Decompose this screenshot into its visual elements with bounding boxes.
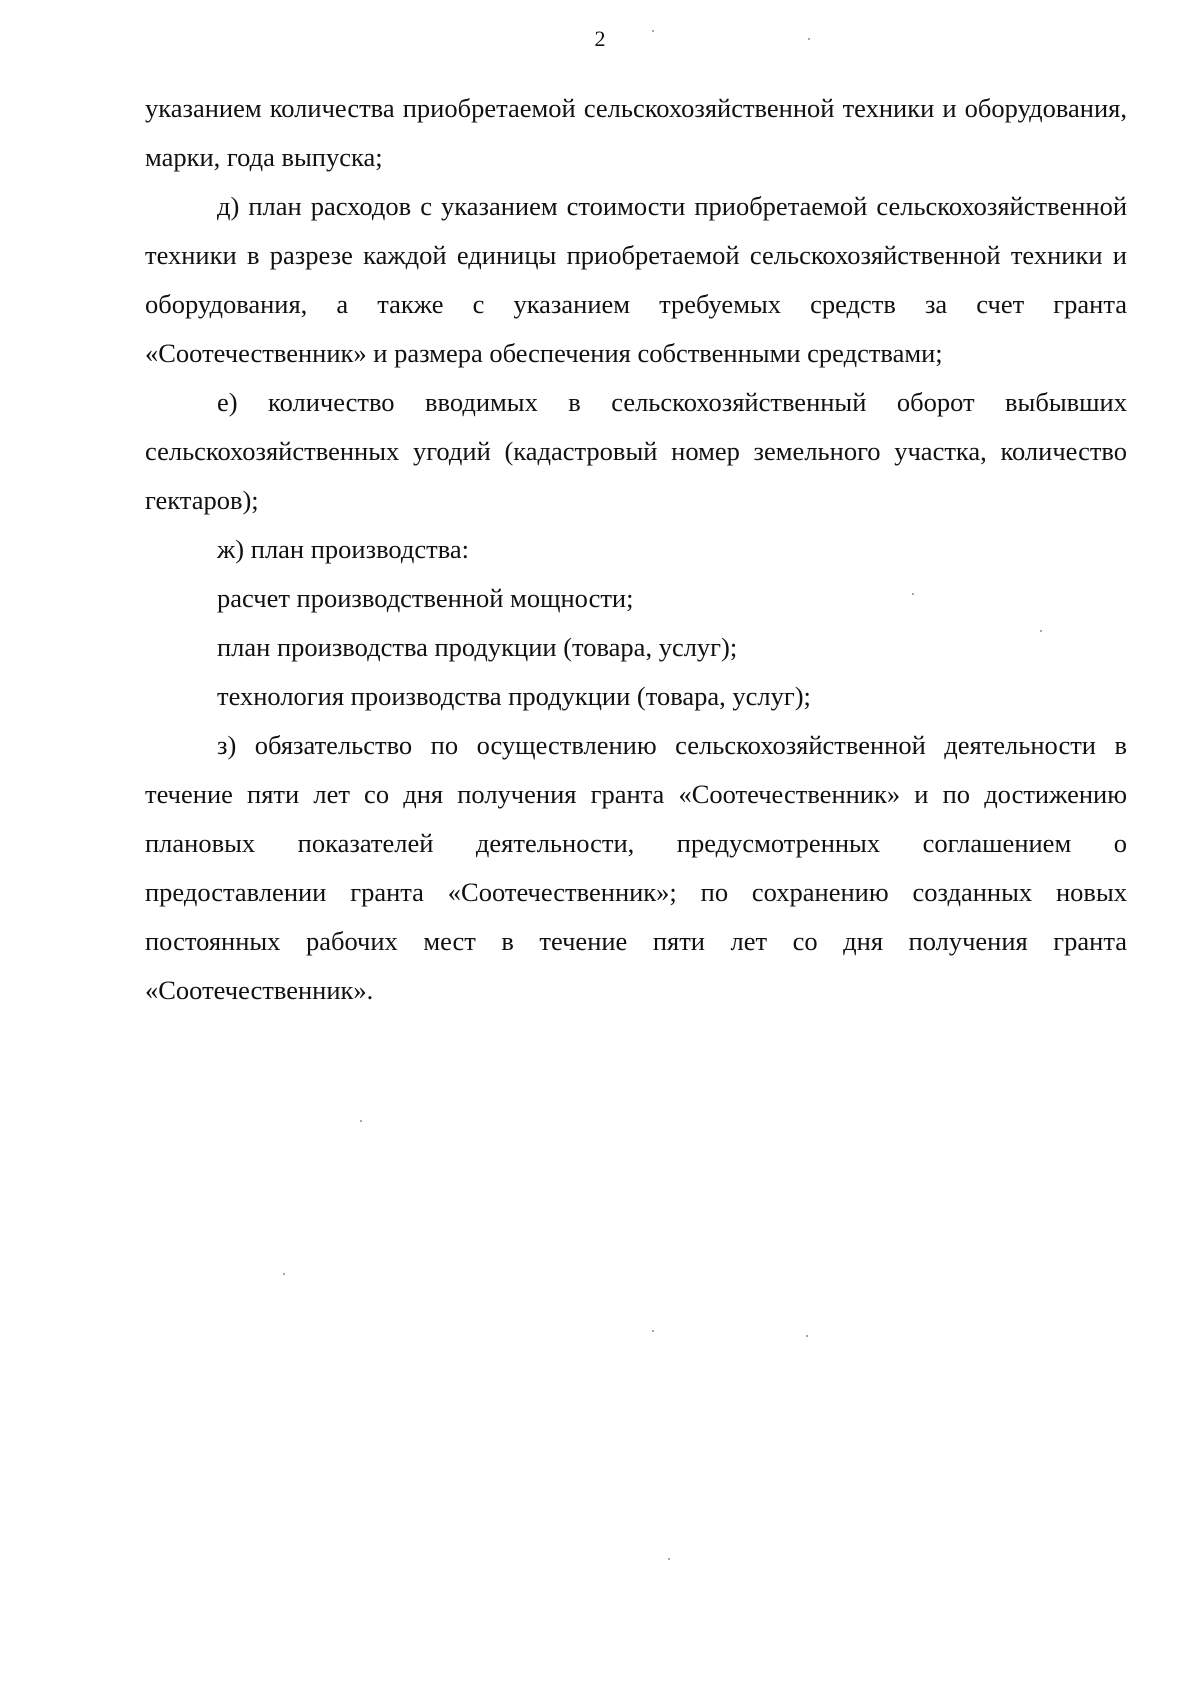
paragraph-item-z: з) обязательство по осуществлению сельскохозяйственной деятельности в течение пяти лет со дня получения гранта «Соотечественник» и по достижению плановых показателей деятельности, предусмотренных соглашением о предоставлении гранта «Соотечественник»; по сохранению созданных новых постоянных рабочих мест в течение пяти лет со дня получения гранта «Соотечественник». <box>145 730 1127 1005</box>
page-number: 2 <box>594 26 606 51</box>
paragraph-production-plan: план производства продукции (товара, услуг); <box>217 632 738 662</box>
paragraph-continuation: указанием количества приобретаемой сельскохозяйственной техники и оборудования, марки, года выпуска; <box>145 93 1127 172</box>
paragraph-item-zh: ж) план производства: <box>217 534 469 564</box>
paragraph-production-capacity: расчет производственной мощности; <box>217 583 634 613</box>
document-body <box>145 84 1127 1015</box>
scan-speck <box>652 1330 654 1332</box>
scan-speck <box>808 38 810 40</box>
paragraph-production-technology: технология производства продукции (товара, услуг); <box>217 681 811 711</box>
scan-speck <box>912 593 914 595</box>
paragraph-item-d: д) план расходов с указанием стоимости приобретаемой сельскохозяйственной техники в разрезе каждой единицы приобретаемой сельскохозяйственной техники и оборудования, а также с указанием требуемых средств за счет гранта «Соотечественник» и размера обеспечения собственными средствами; <box>145 191 1127 368</box>
scan-speck <box>806 1335 808 1337</box>
paragraph-item-e: е) количество вводимых в сельскохозяйственный оборот выбывших сельскохозяйственных угодий (кадастровый номер земельного участка, количество гектаров); <box>145 387 1127 515</box>
scan-speck <box>652 30 654 32</box>
scan-speck <box>668 1558 670 1560</box>
scan-speck <box>1040 630 1042 632</box>
scan-speck <box>283 1273 285 1275</box>
scan-speck <box>360 1120 362 1122</box>
